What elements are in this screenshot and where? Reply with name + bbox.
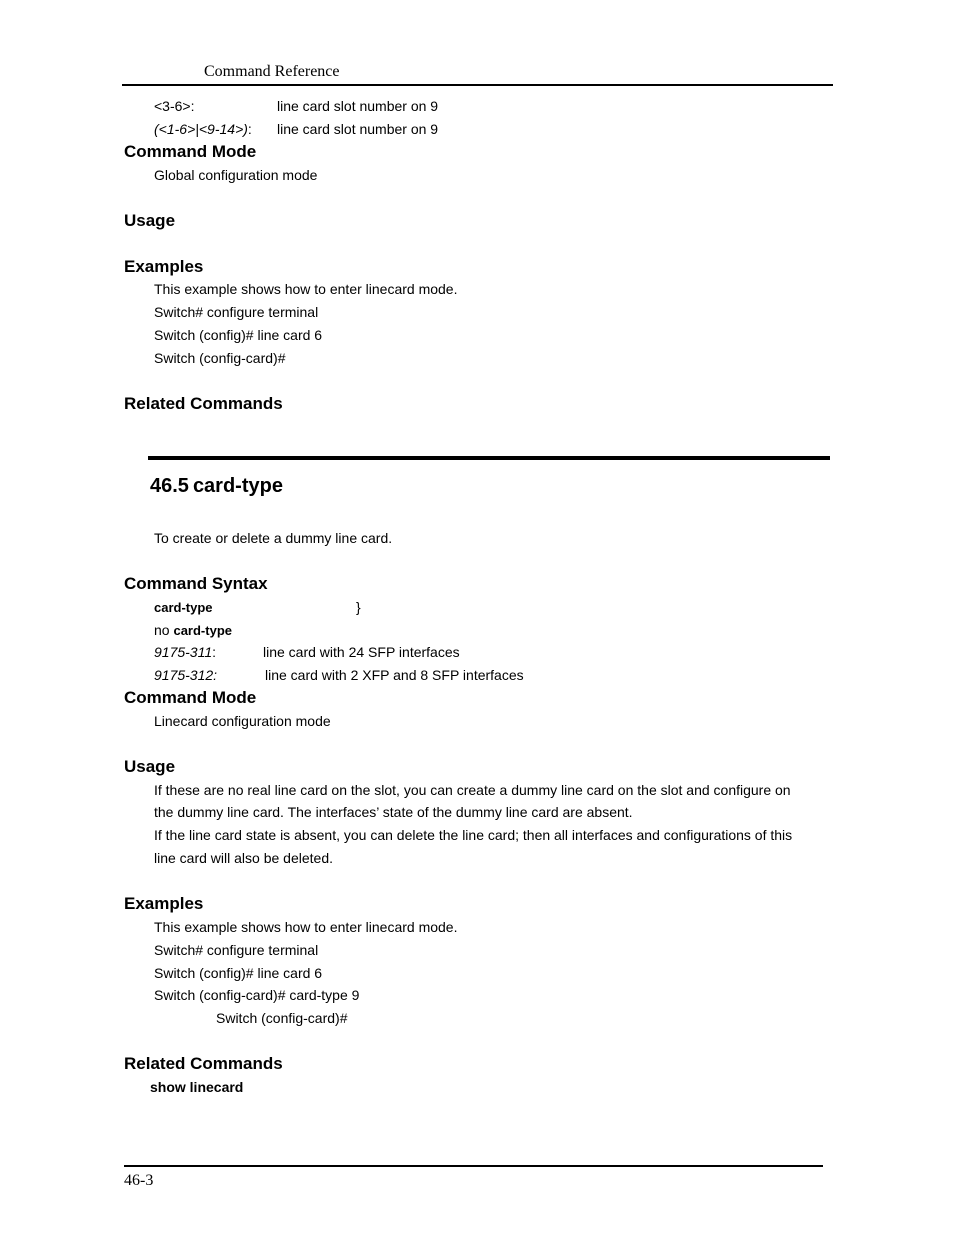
header-rule [122, 84, 833, 86]
heading-related-commands-2: Related Commands [124, 1054, 283, 1073]
example-line: Switch (config-card)# [154, 350, 286, 366]
param-9175-312: 9175-312: [154, 667, 218, 683]
heading-command-mode: Command Mode [124, 142, 257, 161]
param-9175-311: 9175-311: [154, 644, 217, 660]
heading-examples: Examples [124, 257, 204, 276]
heading-usage: Usage [124, 211, 176, 230]
example-line: Switch# configure terminal [154, 304, 319, 320]
example-line: Switch# configure terminal [154, 942, 319, 958]
example-line: Switch (config-card)# [216, 1010, 348, 1026]
section-rule [148, 456, 830, 460]
example-line: This example shows how to enter linecard mode. [154, 919, 458, 935]
syntax-no-command: no card-type [154, 622, 232, 638]
example-line: Switch (config)# line card 6 [154, 327, 323, 343]
heading-related-commands: Related Commands [124, 394, 283, 413]
example-line: Switch (config-card)# card-type 9 [154, 987, 360, 1003]
example-line: Switch (config)# line card 6 [154, 965, 323, 981]
page-number: 46-3 [124, 1172, 154, 1189]
footer-rule [124, 1165, 823, 1167]
param-slot-list-desc: line card slot number on 9 [277, 121, 439, 137]
usage-line: line card will also be deleted. [154, 850, 333, 866]
usage-line: If the line card state is absent, you can delete the line card; then all interfaces and configurations of this [154, 827, 793, 843]
example-line: This example shows how to enter linecard mode. [154, 281, 458, 297]
param-9175-312-desc: line card with 2 XFP and 8 SFP interfaces [265, 667, 524, 683]
command-mode-text: Global configuration mode [154, 167, 318, 183]
heading-command-syntax: Command Syntax [124, 574, 268, 593]
syntax-brace: } [356, 599, 361, 615]
param-slot-list: (<1-6>|<9-14>): [154, 121, 252, 137]
related-command-show-linecard: show linecard [150, 1079, 244, 1095]
heading-command-mode-2: Command Mode [124, 688, 257, 707]
param-9175-311-desc: line card with 24 SFP interfaces [263, 644, 460, 660]
usage-line: the dummy line card. The interfaces’ state of the dummy line card are absent. [154, 804, 633, 820]
param-slot-range: <3-6>: [154, 98, 195, 114]
running-header: Command Reference [204, 63, 340, 80]
heading-usage-2: Usage [124, 757, 176, 776]
param-slot-range-desc: line card slot number on 9 [277, 98, 439, 114]
syntax-command: card-type [154, 600, 213, 615]
usage-line: If these are no real line card on the slot, you can create a dummy line card on the slot and configure on [154, 782, 791, 798]
command-mode-text-2: Linecard configuration mode [154, 713, 331, 729]
section-description: To create or delete a dummy line card. [154, 530, 393, 546]
heading-examples-2: Examples [124, 894, 204, 913]
section-title: 46.5 card-type [150, 475, 283, 497]
